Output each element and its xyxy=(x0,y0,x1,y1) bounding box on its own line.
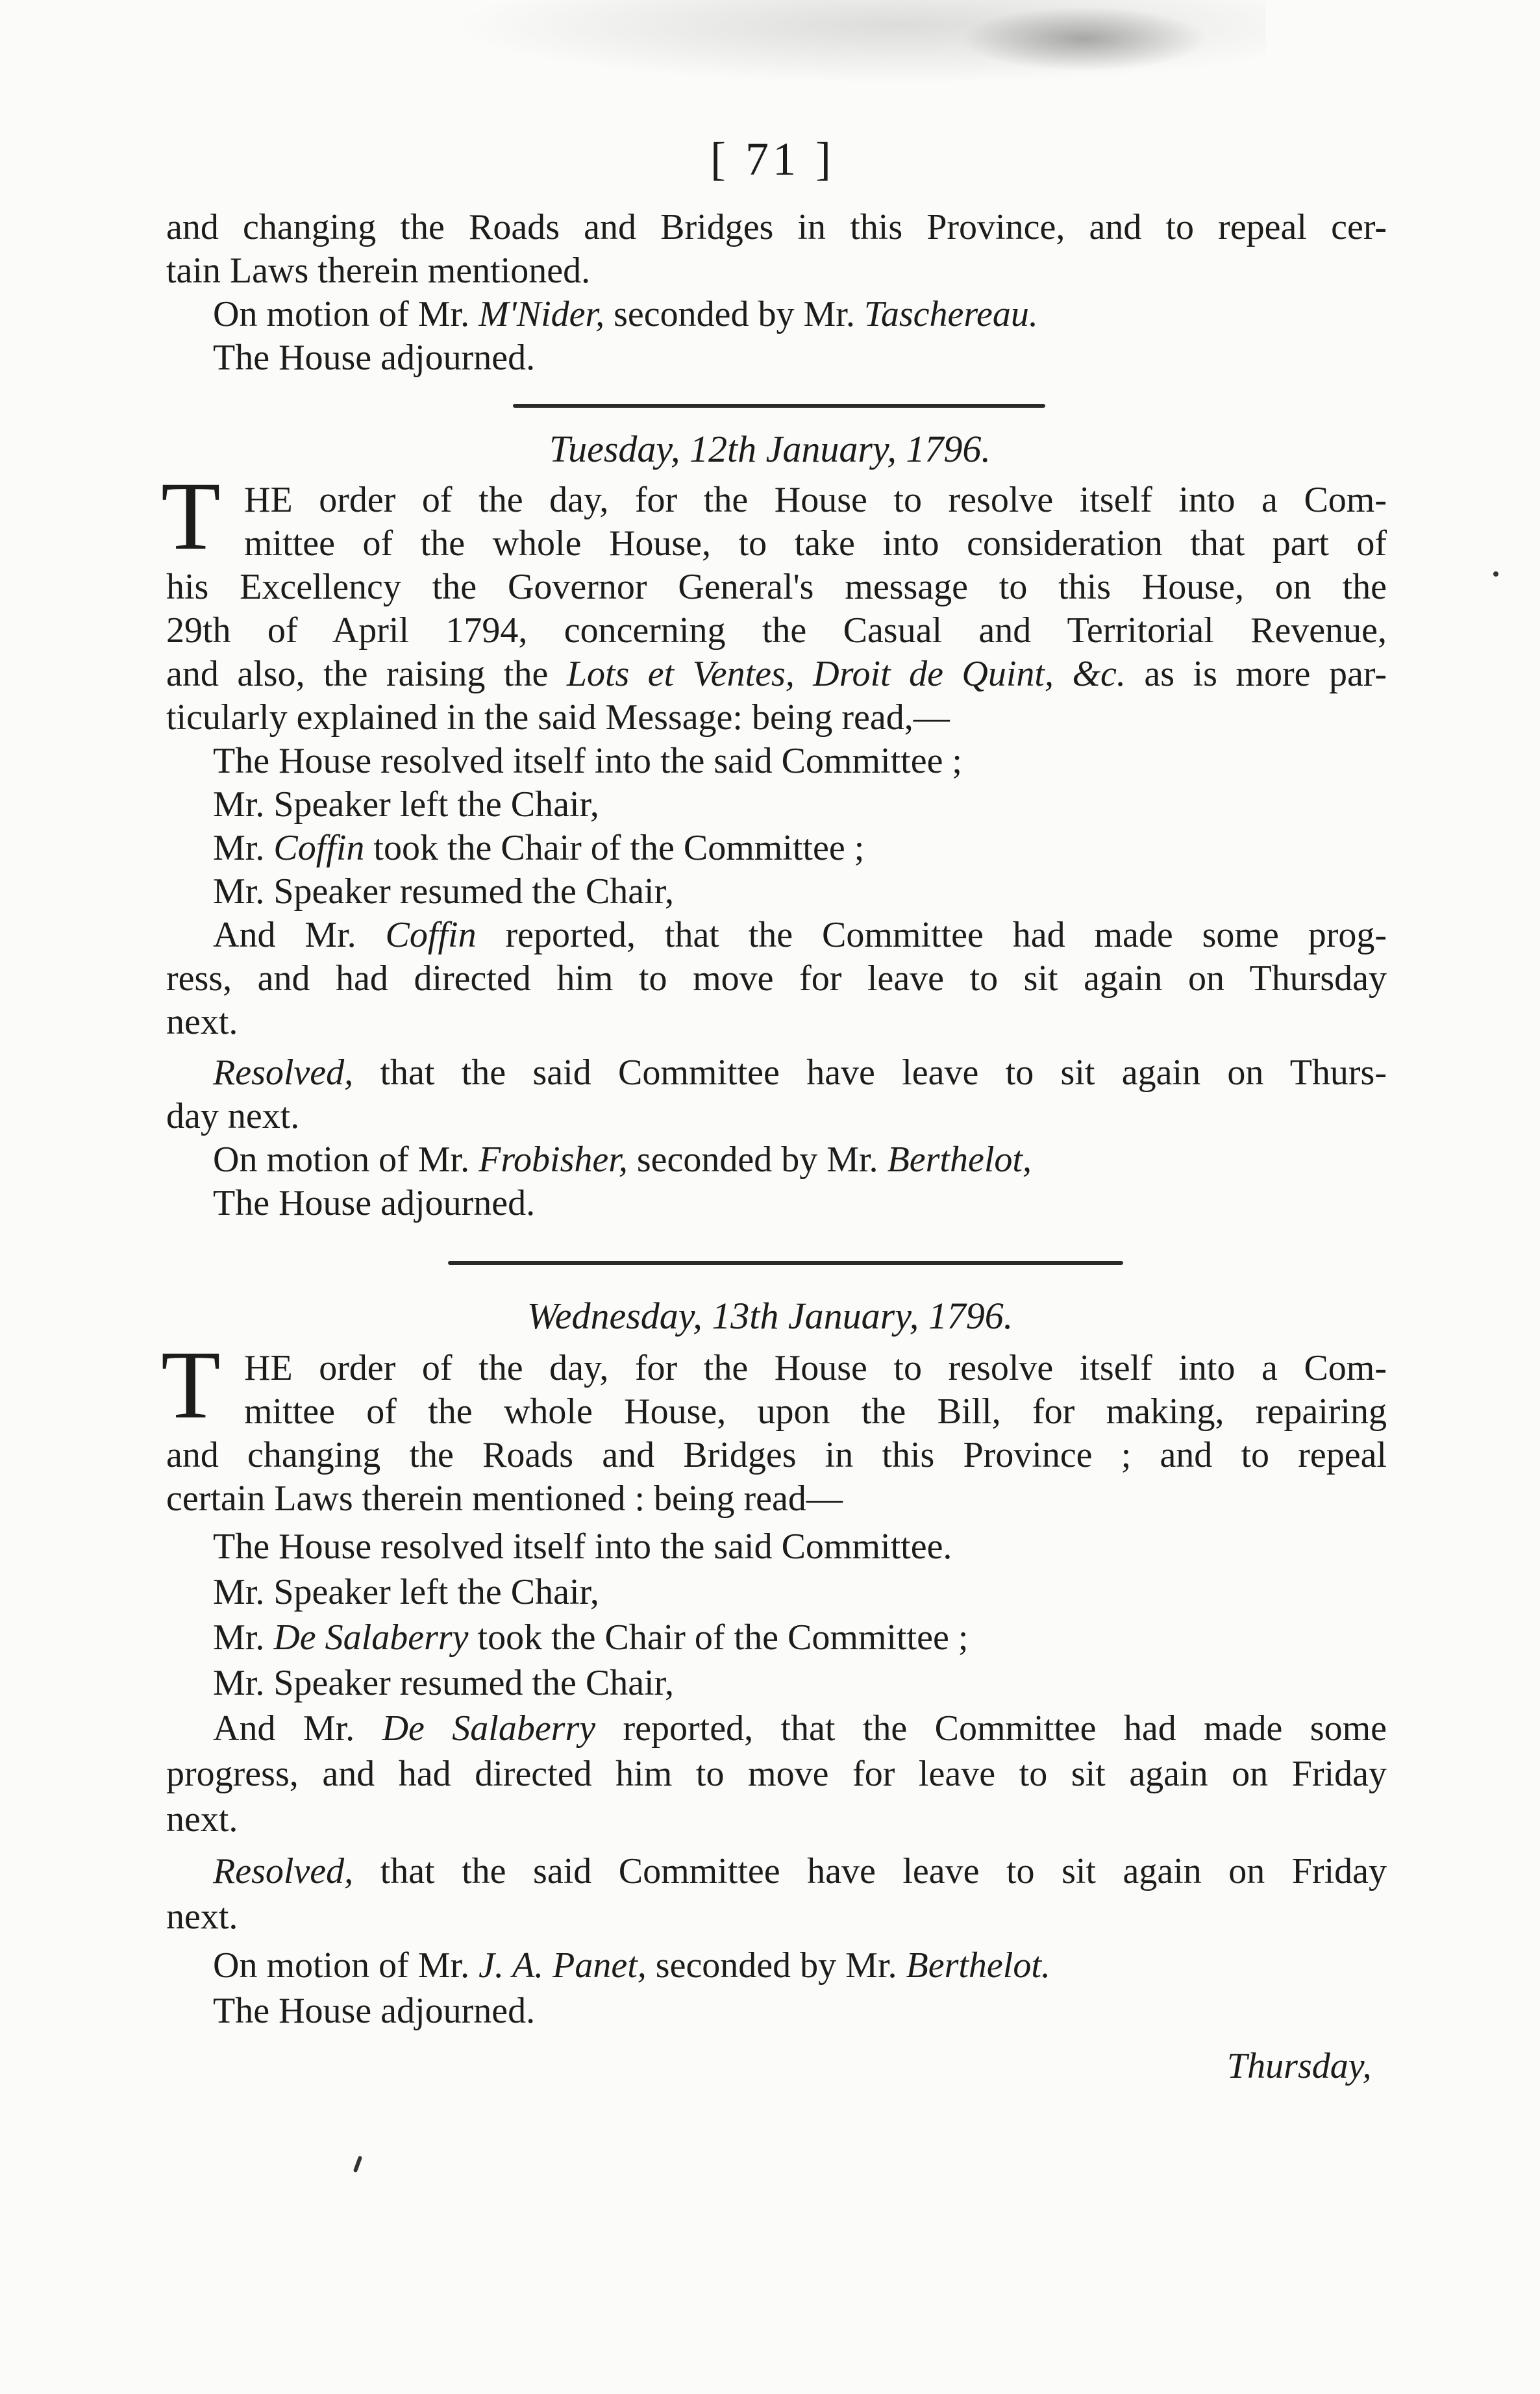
text-line: HE order of the day, for the House to resolve itself into a Com- xyxy=(244,480,1387,520)
text-line: Mr. Speaker left the Chair, xyxy=(213,1572,599,1612)
member-name: De Salaberry xyxy=(273,1617,469,1658)
text-line: and changing the Roads and Bridges in this Province, and to repeal cer- xyxy=(166,207,1387,247)
text-line: his Excellency the Governor General's message to this House, on the xyxy=(166,567,1387,607)
adjourned-line: The House adjourned. xyxy=(213,1183,536,1223)
italic-term: Lots et Ventes, Droit de Quint, &c. xyxy=(566,654,1126,694)
ink-mark xyxy=(353,2156,363,2173)
adjourned-line: The House adjourned. xyxy=(213,338,536,378)
text-line: Mr. Speaker resumed the Chair, xyxy=(213,871,675,912)
chair-line: Mr. De Salaberry took the Chair of the Committee ; xyxy=(213,1617,969,1658)
seconder-name: Berthelot. xyxy=(906,1945,1050,1986)
drop-cap: T xyxy=(161,1331,221,1439)
member-name: Coffin xyxy=(273,828,365,868)
text-line: The House resolved itself into the said Committee. xyxy=(213,1527,952,1567)
resolved-line: Resolved, that the said Committee have leave to sit again on Friday xyxy=(213,1851,1387,1891)
text-line: The House resolved itself into the said Committee ; xyxy=(213,741,962,781)
text-line: next. xyxy=(166,1002,238,1042)
resolved-line: Resolved, that the said Committee have leave to sit again on Thurs- xyxy=(213,1053,1387,1093)
adjourned-line: The House adjourned. xyxy=(213,1991,536,2031)
text-line: tain Laws therein mentioned. xyxy=(166,251,591,291)
chair-line: Mr. Coffin took the Chair of the Committee ; xyxy=(213,828,865,868)
section-rule xyxy=(448,1261,1123,1265)
catchword: Thursday, xyxy=(1227,2046,1372,2086)
entry-date: Wednesday, 13th January, 1796. xyxy=(527,1295,1013,1337)
text-line: ress, and had directed him to move for leave to sit again on Thursday xyxy=(166,958,1387,999)
text-line: Mr. Speaker left the Chair, xyxy=(213,784,599,825)
text-line: mittee of the whole House, upon the Bill, for making, repairing xyxy=(244,1391,1387,1432)
entry-date: Tuesday, 12th January, 1796. xyxy=(549,428,991,470)
text-line: mittee of the whole House, to take into consideration that part of xyxy=(244,523,1387,564)
text-line: and also, the raising the Lots et Ventes, Droit de Quint, &c. as is more par- xyxy=(166,654,1387,694)
text-line: 29th of April 1794, concerning the Casual and Territorial Revenue, xyxy=(166,610,1387,651)
text-line: Mr. Speaker resumed the Chair, xyxy=(213,1663,675,1703)
text-line: next. xyxy=(166,1897,238,1937)
ink-speck xyxy=(1493,571,1498,577)
mover-name: J. A. Panet, xyxy=(478,1945,647,1986)
text-line: certain Laws therein mentioned : being read— xyxy=(166,1478,843,1519)
drop-cap: T xyxy=(161,462,221,570)
seconder-name: Berthelot, xyxy=(887,1140,1032,1180)
resolved-label: Resolved, xyxy=(213,1053,354,1093)
text-line: ticularly explained in the said Message: being read,— xyxy=(166,697,950,738)
report-line: And Mr. De Salaberry reported, that the Committee had made some xyxy=(213,1708,1387,1749)
report-line: And Mr. Coffin reported, that the Committee had made some prog- xyxy=(213,915,1387,955)
text-line: and changing the Roads and Bridges in this Province ; and to repeal xyxy=(166,1435,1387,1475)
text-line: day next. xyxy=(166,1096,300,1136)
text-line: progress, and had directed him to move for leave to sit again on Friday xyxy=(166,1754,1387,1794)
seconder-name: Taschereau. xyxy=(863,294,1038,334)
mover-name: Frobisher, xyxy=(478,1140,628,1180)
top-ink-blot xyxy=(961,6,1208,71)
motion-line: On motion of Mr. Frobisher, seconded by Mr. Berthelot, xyxy=(213,1140,1032,1180)
member-name: De Salaberry xyxy=(382,1708,596,1749)
page-number: [ 71 ] xyxy=(710,133,835,185)
motion-line: On motion of Mr. J. A. Panet, seconded by Mr. Berthelot. xyxy=(213,1945,1050,1986)
resolved-label: Resolved, xyxy=(213,1851,354,1891)
motion-line: On motion of Mr. M'Nider, seconded by Mr. Taschereau. xyxy=(213,294,1038,334)
text-line: next. xyxy=(166,1799,238,1839)
member-name: Coffin xyxy=(385,915,477,955)
section-rule xyxy=(513,404,1045,408)
text-line: HE order of the day, for the House to resolve itself into a Com- xyxy=(244,1348,1387,1388)
mover-name: M'Nider, xyxy=(478,294,605,334)
